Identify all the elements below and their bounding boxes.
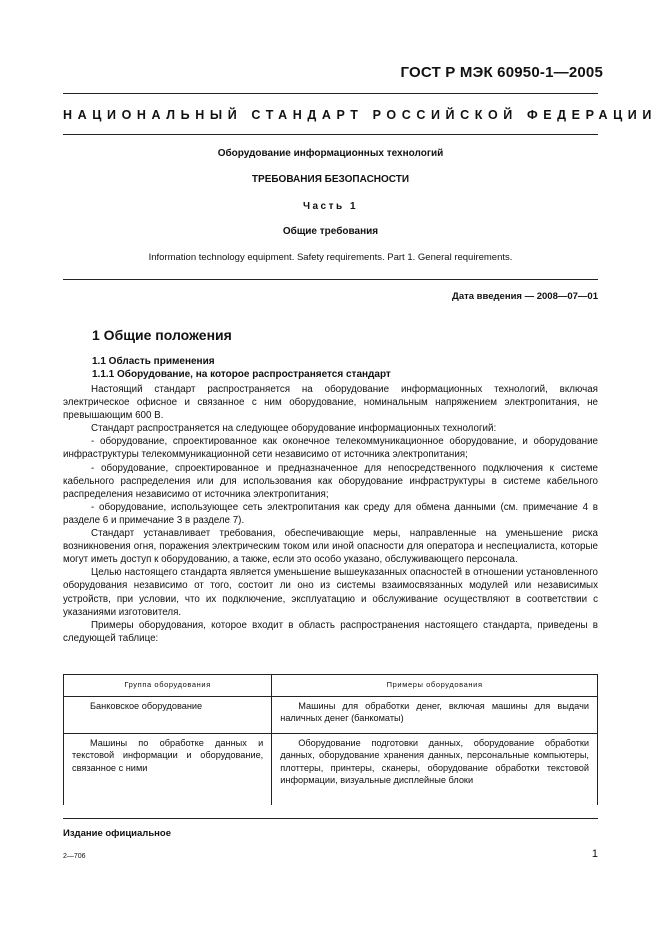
- national-standard-heading: НАЦИОНАЛЬНЫЙ СТАНДАРТ РОССИЙСКОЙ ФЕДЕРАЦИИ: [63, 108, 657, 122]
- print-code: 2—706: [63, 853, 86, 860]
- subsection-title: 1.1 Область применения: [92, 356, 215, 367]
- paragraph: Целью настоящего стандарта является уменьшение вышеуказанных опасностей в отношении установленного оборудования независимо от того, состоит ли оно из системы взаимосвязанных модулей или независимых устройств, при условии, что их подключение, эксплуатацию и обслуживание осуществляют в соответствии с указаниями изготовителя.: [63, 567, 598, 618]
- document-number: ГОСТ Р МЭК 60950-1—2005: [400, 64, 603, 81]
- paragraph: Стандарт устанавливает требования, обеспечивающие меры, направленные на уменьшение риска возникновения огня, поражения электрическим током или иной опасности для оператора и неспециалиста, которые могут иметь доступ к оборудованию, а также, если это особо указано, обслуживающего персонала.: [63, 528, 598, 566]
- section-body: [63, 383, 598, 645]
- paragraph: Стандарт распространяется на следующее оборудование информационных технологий:: [91, 423, 497, 435]
- title-line-2: ТРЕБОВАНИЯ БЕЗОПАСНОСТИ: [251, 174, 410, 185]
- equipment-table: [63, 674, 598, 805]
- part-label: Часть 1: [302, 201, 359, 212]
- table-cell: Машины для обработки денег, включая машины для выдачи наличных денег (банкоматы): [272, 696, 598, 733]
- table-header-row: [64, 675, 598, 697]
- top-divider: [63, 93, 598, 94]
- table-row: [64, 696, 598, 733]
- introduction-date: Дата введения — 2008—07—01: [452, 291, 598, 302]
- footer-divider: [63, 818, 598, 819]
- english-title: Information technology equipment. Safety requirements. Part 1. General requirements.: [148, 252, 513, 263]
- paragraph: Настоящий стандарт распространяется на оборудование информационных технологий, включая электрическое офисное и связанное с ним оборудование, номинальным напряжением электропитания, не превышающим 600 В.: [63, 384, 598, 422]
- table-cell: Банковское оборудование: [64, 696, 272, 733]
- official-edition-label: Издание официальное: [63, 828, 171, 839]
- table-header-examples: Примеры оборудования: [272, 675, 598, 697]
- list-item: - оборудование, спроектированное как оконечное телекоммуникационное оборудование, и оборудование инфраструктуры телекоммуникационной сети независимо от источника электропитания;: [63, 436, 598, 461]
- heading-divider: [63, 134, 598, 135]
- title-line-3: Общие требования: [282, 226, 379, 237]
- paragraph: Примеры оборудования, которое входит в область распространения настоящего стандарта, приведены в следующей таблице:: [63, 619, 598, 644]
- section-title: 1 Общие положения: [92, 327, 232, 343]
- title-line-1: Оборудование информационных технологий: [217, 148, 444, 159]
- table-header-group: Группа оборудования: [64, 675, 272, 697]
- table-row: [64, 733, 598, 805]
- list-item: - оборудование, спроектированное и предназначенное для непосредственного подключения к системе кабельного распределения или для использования как оборудование инфраструктуры в системе кабельного распределения независимо от источника электропитания;: [63, 462, 598, 500]
- subsubsection-title: 1.1.1 Оборудование, на которое распространяется стандарт: [92, 369, 391, 380]
- table-cell: Машины по обработке данных и текстовой информации и оборудование, связанное с ними: [64, 733, 272, 805]
- list-item: - оборудование, использующее сеть электропитания как среду для обмена данными (см. примечание 4 в разделе 6 и примечание 3 в разделе 7).: [63, 501, 598, 526]
- title-divider: [63, 279, 598, 280]
- page-number: 1: [591, 848, 598, 860]
- table-cell: Оборудование подготовки данных, оборудование обработки данных, оборудование хранения данных, персональные компьютеры, плоттеры, принтеры, сканеры, оборудование обработки текстовой информации, визуальные дисплейные блоки: [272, 733, 598, 805]
